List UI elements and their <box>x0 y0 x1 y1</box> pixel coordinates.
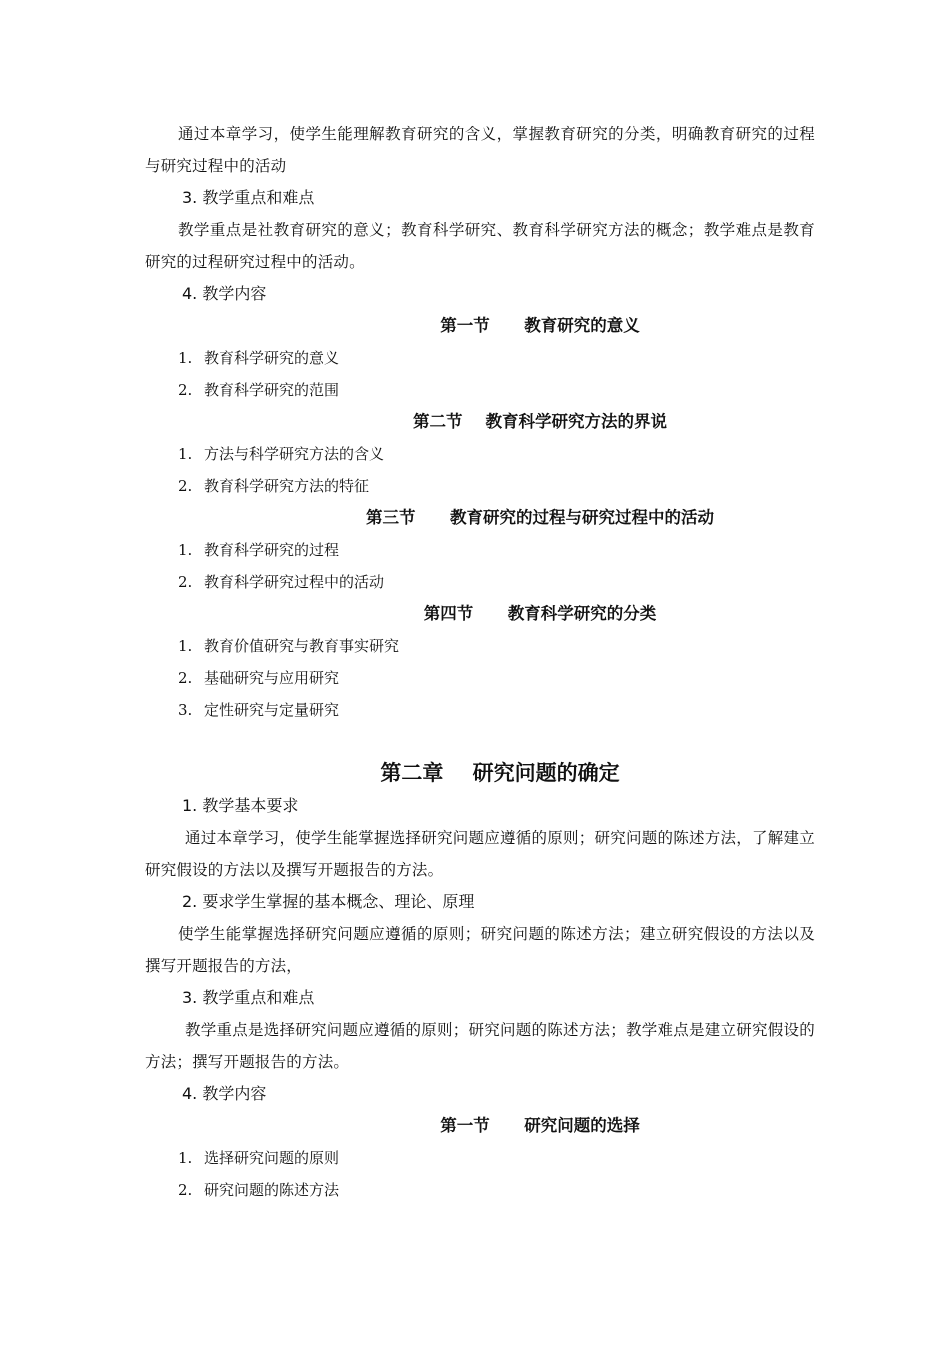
item-number: 2. <box>178 669 193 687</box>
item-text: 教育科学研究的过程 <box>204 541 340 559</box>
concepts-paragraph <box>145 918 815 982</box>
requirements-paragraph <box>145 822 815 886</box>
item-number: 1. <box>178 445 193 463</box>
item-text: 方法与科学研究方法的含义 <box>204 445 385 463</box>
item-text: 教育科学研究方法的特征 <box>204 477 370 495</box>
objective-text: 通过本章学习，使学生能理解教育研究的含义，掌握教育研究的分类，明确教育研究的过程与研究过程中的活动 <box>145 125 815 175</box>
list-item <box>178 699 339 721</box>
item-text: 研究问题的陈述方法 <box>204 1181 340 1199</box>
item-text: 教育科学研究的范围 <box>204 381 340 399</box>
item-text: 教育科学研究过程中的活动 <box>204 573 385 591</box>
list-item <box>178 667 339 689</box>
key-points-paragraph <box>145 1014 815 1078</box>
list-item <box>178 475 369 497</box>
item-text: 定性研究与定量研究 <box>204 701 340 719</box>
item-number: 2. <box>178 477 193 495</box>
objective-paragraph <box>145 118 815 182</box>
section-title-3: 第三节 教育研究的过程与研究过程中的活动 <box>366 508 714 527</box>
item-number: 1. <box>178 1149 193 1167</box>
list-item <box>178 1147 339 1169</box>
key-points-paragraph <box>145 214 815 278</box>
heading-key-points: 3. 教学重点和难点 <box>182 188 315 207</box>
item-number: 1. <box>178 541 193 559</box>
section-title-4: 第四节 教育科学研究的分类 <box>423 604 657 623</box>
list-item <box>178 635 399 657</box>
list-item <box>178 571 384 593</box>
heading-basic-concepts: 2. 要求学生掌握的基本概念、理论、原理 <box>182 892 475 911</box>
section-title-1: 第一节 教育研究的意义 <box>440 316 640 335</box>
item-text: 教育科学研究的意义 <box>204 349 340 367</box>
list-item <box>178 1179 339 1201</box>
section-title-2: 第二节 教育科学研究方法的界说 <box>413 412 667 431</box>
chapter-title: 第二章 研究问题的确定 <box>380 761 620 785</box>
list-item <box>178 539 339 561</box>
requirements-text: 通过本章学习，使学生能掌握选择研究问题应遵循的原则；研究问题的陈述方法，了解建立研究假设的方法以及撰写开题报告的方法。 <box>145 829 815 879</box>
key-points-text: 教学重点是选择研究问题应遵循的原则；研究问题的陈述方法；教学难点是建立研究假设的方法；撰写开题报告的方法。 <box>145 1021 815 1071</box>
item-number: 1. <box>178 349 193 367</box>
item-number: 3. <box>178 701 193 719</box>
heading-teaching-content: 4. 教学内容 <box>182 284 267 303</box>
section-title-1: 第一节 研究问题的选择 <box>440 1116 640 1135</box>
list-item <box>178 379 339 401</box>
item-number: 2. <box>178 381 193 399</box>
list-item <box>178 347 339 369</box>
heading-basic-requirements: 1. 教学基本要求 <box>182 796 299 815</box>
item-text: 基础研究与应用研究 <box>204 669 340 687</box>
concepts-text: 使学生能掌握选择研究问题应遵循的原则；研究问题的陈述方法；建立研究假设的方法以及撰写开题报告的方法， <box>145 925 815 975</box>
item-text: 选择研究问题的原则 <box>204 1149 340 1167</box>
item-number: 1. <box>178 637 193 655</box>
item-text: 教育价值研究与教育事实研究 <box>204 637 400 655</box>
item-number: 2. <box>178 1181 193 1199</box>
list-item <box>178 443 384 465</box>
item-number: 2. <box>178 573 193 591</box>
heading-key-points: 3. 教学重点和难点 <box>182 988 315 1007</box>
key-points-text: 教学重点是社教育研究的意义；教育科学研究、教育科学研究方法的概念；教学难点是教育研究的过程研究过程中的活动。 <box>145 221 815 271</box>
heading-teaching-content: 4. 教学内容 <box>182 1084 267 1103</box>
